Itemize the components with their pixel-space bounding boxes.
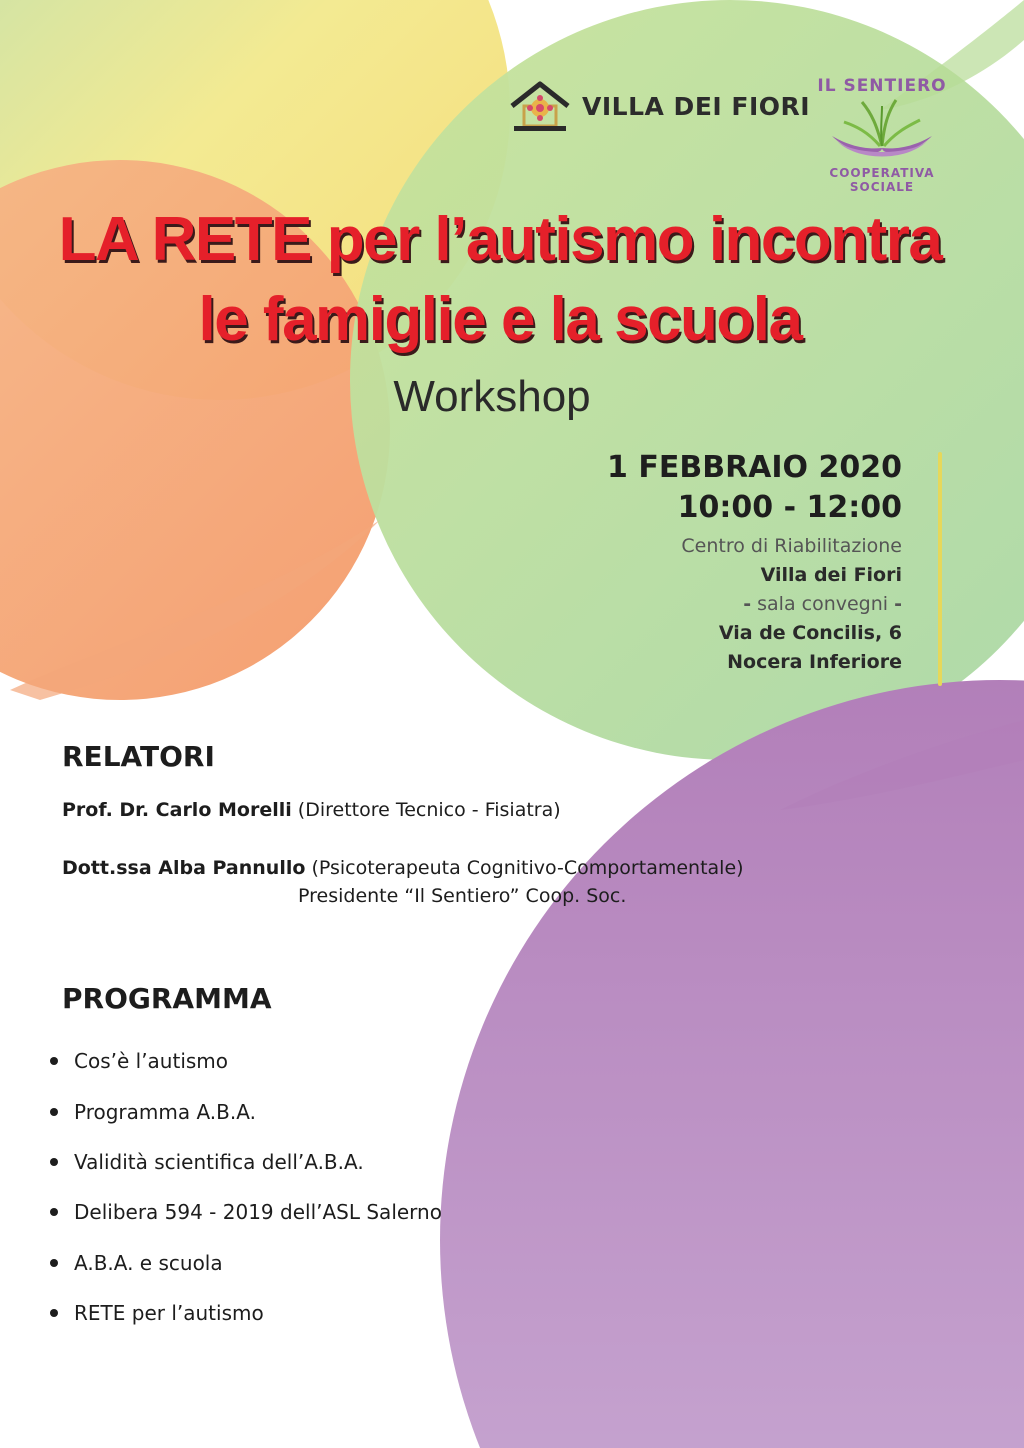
list-item: Cos’è l’autismo	[50, 1036, 442, 1086]
list-item: RETE per l’autismo	[50, 1288, 442, 1338]
speaker-role: (Direttore Tecnico - Fisiatra)	[297, 799, 561, 821]
list-item: Validità scientifica dell’A.B.A.	[50, 1137, 442, 1187]
event-date: 1 FEBBRAIO 2020	[607, 450, 902, 485]
speaker-name: Dott.ssa Alba Pannullo	[62, 857, 306, 879]
event-city: Nocera Inferiore	[727, 651, 902, 673]
accent-divider	[938, 452, 942, 686]
bullet-icon	[50, 1108, 58, 1116]
event-venue-name: Villa dei Fiori	[760, 564, 902, 586]
speaker-item	[62, 854, 744, 882]
villa-logo-text: VILLA DEI FIORI	[582, 91, 811, 121]
list-item: Programma A.B.A.	[50, 1086, 442, 1136]
hands-grass-icon	[822, 96, 942, 166]
sentiero-logo-sub1: COOPERATIVA	[829, 166, 935, 180]
bullet-icon	[50, 1309, 58, 1317]
speaker-role: (Psicoterapeuta Cognitivo-Comportamentale)	[311, 857, 744, 879]
program-list	[50, 1036, 442, 1338]
title-line-1: LA RETE per l’autismo incontra	[58, 205, 942, 274]
event-address: Via de Concilis, 6	[718, 622, 902, 644]
title-line-2: le famiglie e la scuola	[198, 285, 802, 354]
house-flower-icon	[508, 78, 572, 134]
event-details	[607, 448, 902, 677]
bullet-icon	[50, 1208, 58, 1216]
sentiero-logo-title: IL SENTIERO	[817, 76, 947, 96]
speakers-list	[62, 796, 744, 910]
speaker-name: Prof. Dr. Carlo Morelli	[62, 799, 292, 821]
speakers-heading: RELATORI	[62, 740, 215, 773]
event-time: 10:00 - 12:00	[677, 490, 902, 525]
il-sentiero-logo	[812, 76, 952, 194]
speaker-extra: Presidente “Il Sentiero” Coop. Soc.	[298, 885, 627, 907]
speaker-item	[62, 796, 744, 824]
event-room: - sala convegni -	[743, 593, 902, 615]
list-item: Delibera 594 - 2019 dell’ASL Salerno	[50, 1187, 442, 1237]
page-title	[0, 200, 1000, 360]
bullet-icon	[50, 1158, 58, 1166]
villa-dei-fiori-logo	[508, 78, 810, 134]
bullet-icon	[50, 1057, 58, 1065]
bullet-icon	[50, 1259, 58, 1267]
page-subtitle: Workshop	[393, 372, 591, 421]
sentiero-logo-sub2: SOCIALE	[849, 180, 915, 194]
list-item: A.B.A. e scuola	[50, 1238, 442, 1288]
program-heading: PROGRAMMA	[62, 982, 272, 1015]
event-venue-type: Centro di Riabilitazione	[681, 535, 902, 557]
